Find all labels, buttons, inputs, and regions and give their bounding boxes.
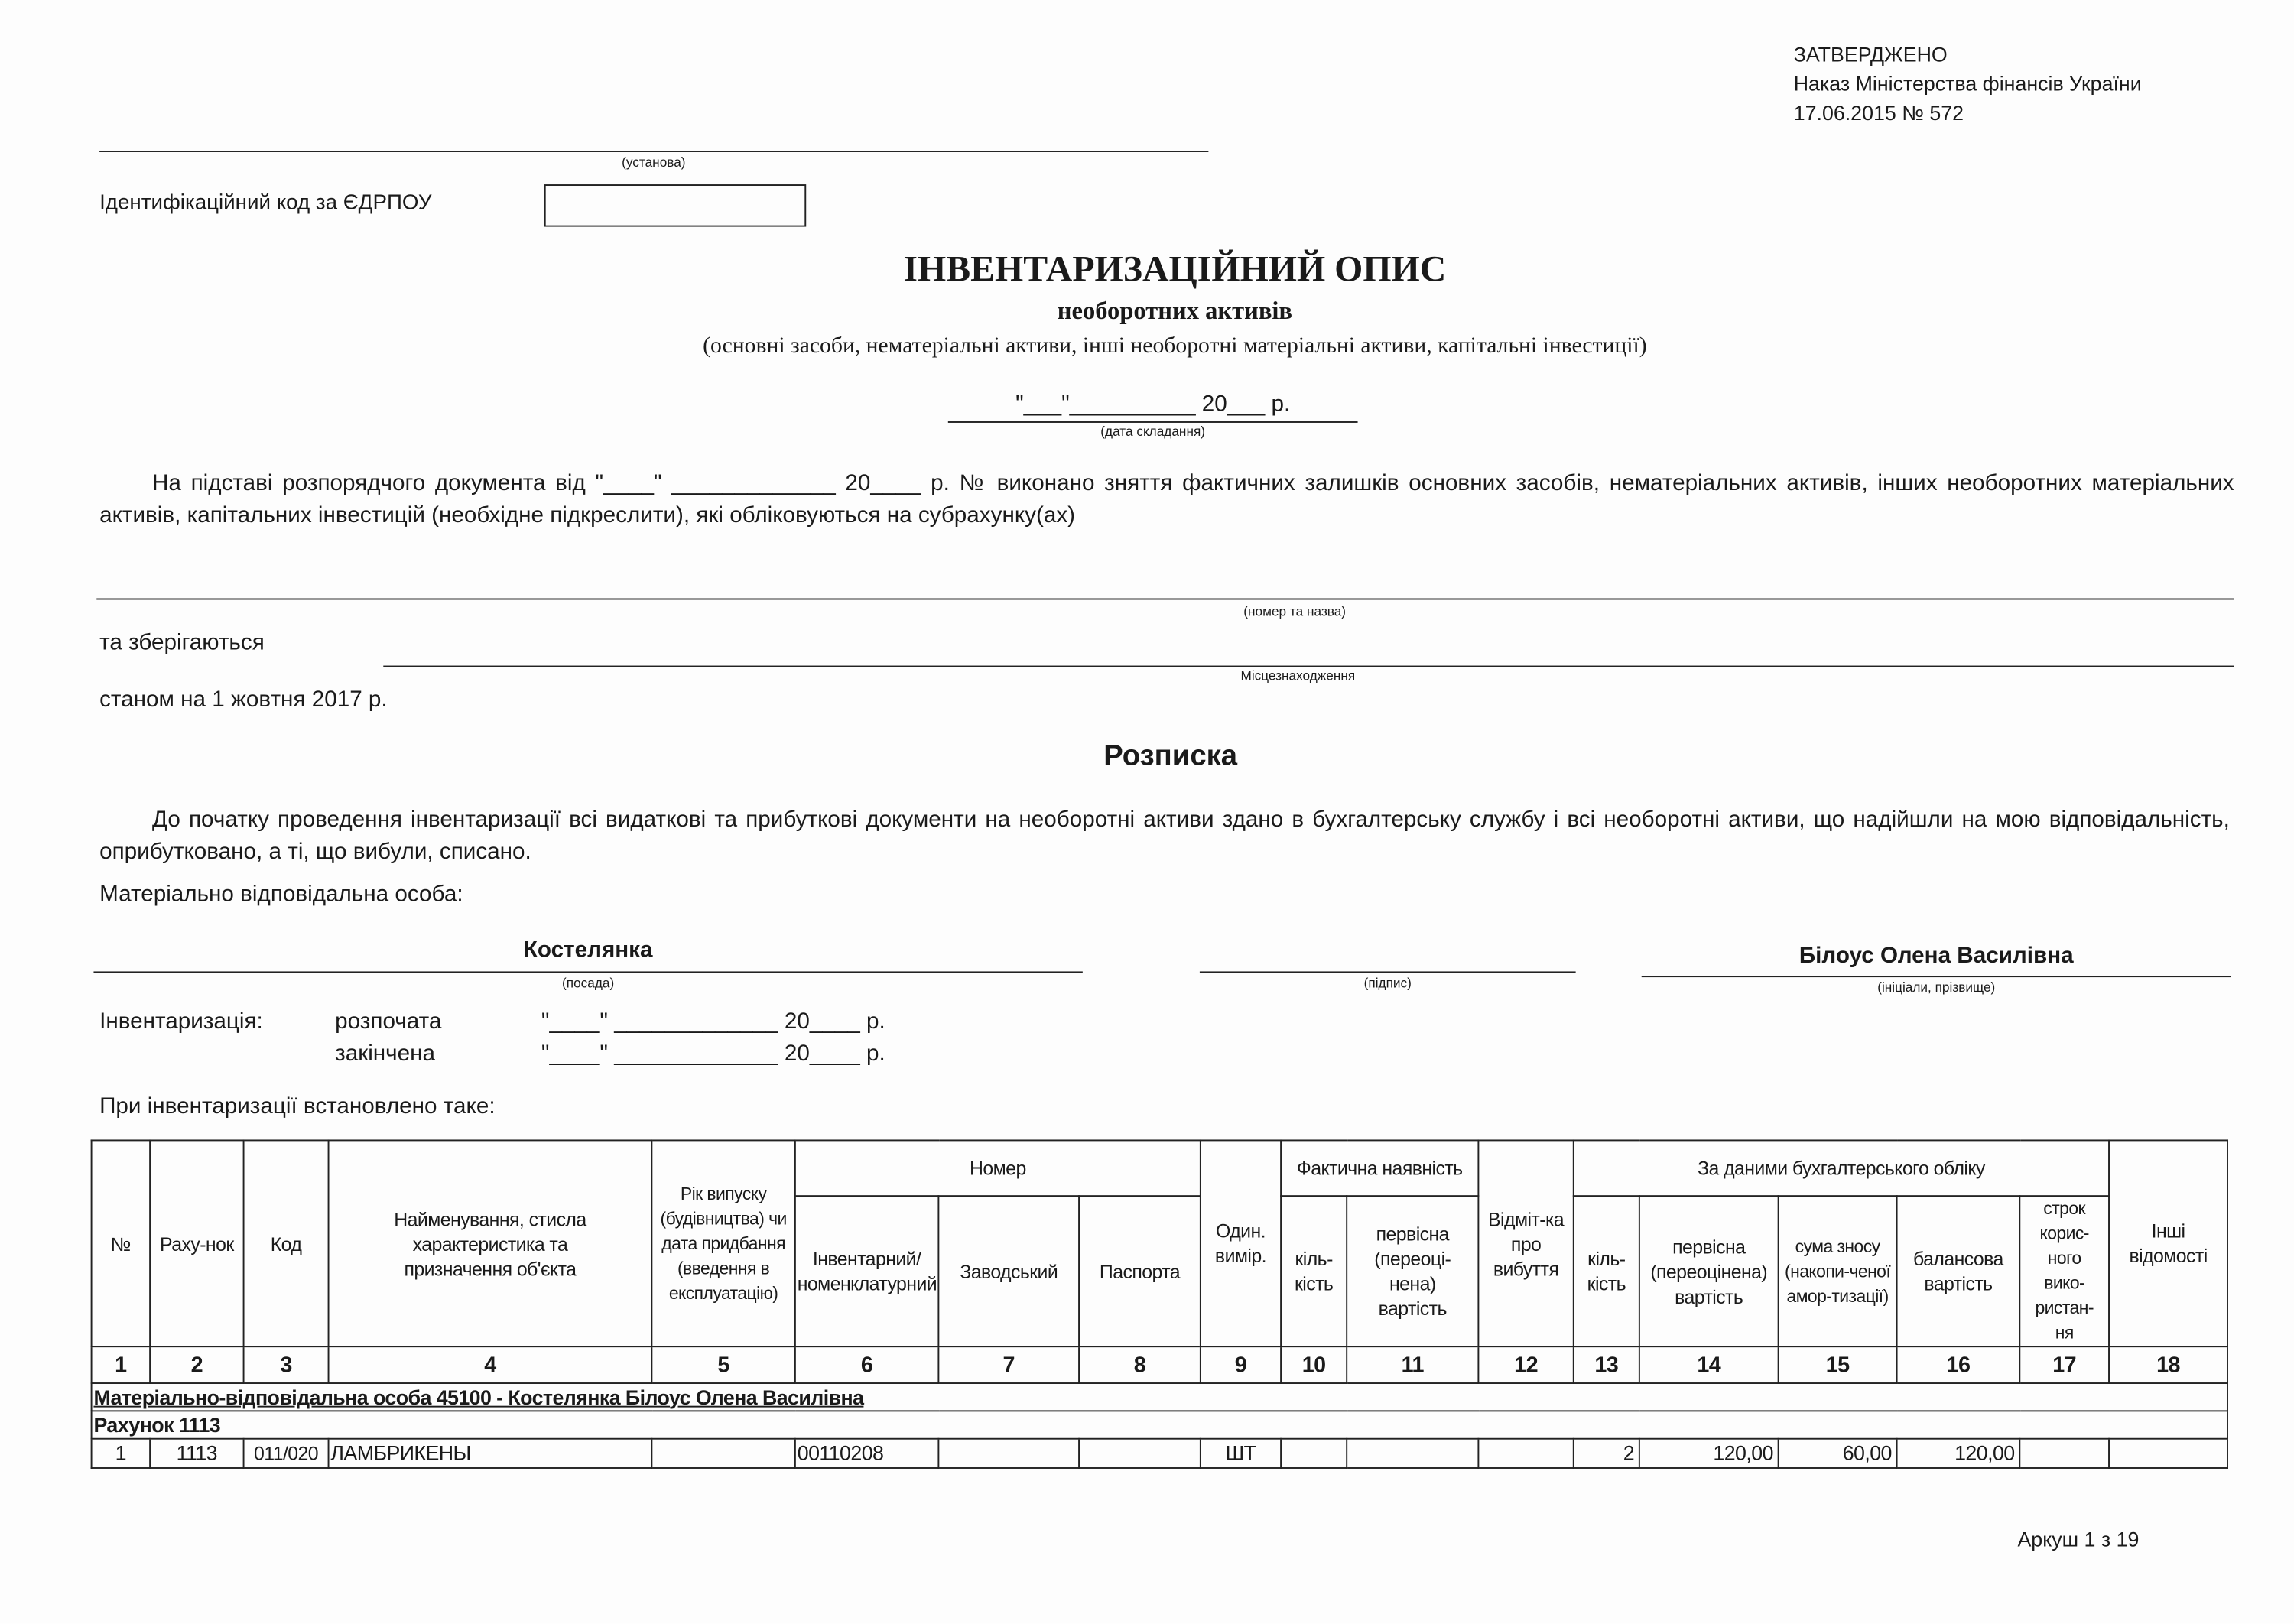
header-row-1 [92,1140,2227,1196]
cell-useful-life [2019,1439,2109,1468]
basis-paragraph: На підставі розпорядчого документа від "____" _____________ 20____ р. № виконано зняття фактичних залишків основних засобів, нематеріальних активів, інших необоротних матеріальних активів, капітальних інвестицій (необхідне підкреслити), які обліковуються на субрахунку(ах) [99,471,2234,528]
col-number: 13 [1574,1346,1639,1383]
th-code: Код [244,1140,329,1346]
col-number: 8 [1079,1346,1201,1383]
cell-depreciation: 60,00 [1779,1439,1897,1468]
institution-caption: (установа) [622,154,686,170]
mvo-group-label: Матеріально-відповідальна особа 45100 - Костелянка Білоус Олена Василівна [93,1384,864,1408]
cell-book-qty: 2 [1574,1439,1639,1468]
institution-line [99,151,1208,152]
mvo-label: Матеріально відповідальна особа: [99,882,463,908]
col-number: 10 [1281,1346,1347,1383]
name-line [1642,976,2231,977]
cell-year [651,1439,795,1468]
account-line [96,599,2234,600]
col-number: 12 [1478,1346,1573,1383]
col-number: 6 [795,1346,939,1383]
inventory-started-date: "____" _____________ 20____ р. [541,1009,885,1034]
col-number: 15 [1779,1346,1897,1383]
th-unit: Один. вимір. [1201,1140,1281,1346]
compile-date-caption: (дата складання) [1100,424,1206,439]
col-number: 3 [244,1346,329,1383]
th-name: Найменування, стисла характеристика та призначення об'єкта [329,1140,652,1346]
as-of-date: станом на 1 жовтня 2017 р. [99,687,388,713]
signature-caption: (підпис) [1363,976,1412,991]
th-factory-number: Заводський [938,1196,1079,1346]
position-value: Костелянка [523,937,653,963]
responsible-name: Білоус Олена Василівна [1798,944,2074,969]
receipt-title: Розписка [1103,740,1238,773]
th-accounting-group: За даними бухгалтерського обліку [1574,1140,2109,1196]
inventory-table [91,1139,2228,1468]
position-line [93,971,1082,973]
cell-actual-qty [1281,1439,1347,1468]
edrpou-label: Ідентифікаційний код за ЄДРПОУ [99,191,432,216]
cell-no: 1 [92,1439,151,1468]
location-caption: Місцезнаходження [1240,668,1356,684]
approval-date: 17.06.2015 № 572 [1793,101,1964,125]
column-numbers-row [92,1346,2227,1383]
th-account: Раху-нок [150,1140,243,1346]
th-actual-cost: первісна (переоці-нена) вартість [1347,1196,1478,1346]
account-caption: (номер та назва) [1243,604,1347,619]
th-year: Рік випуску (будівництва) чи дата придбання (введення в експлуатацію) [651,1140,795,1346]
position-caption: (посада) [562,976,615,991]
approval-block [1794,40,2142,128]
cell-inventory-number: 00110208 [795,1439,939,1468]
cell-balance-value: 120,00 [1897,1439,2020,1468]
document-title: ІНВЕНТАРИЗАЦІЙНИЙ ОПИС [903,250,1447,290]
sheet-number: Аркуш 1 з 19 [2017,1527,2140,1551]
established-label: При інвентаризації встановлено таке: [99,1094,496,1119]
col-number: 17 [2019,1346,2109,1383]
cell-actual-cost [1347,1439,1478,1468]
cell-unit: ШТ [1201,1439,1281,1468]
th-actual-group: Фактична наявність [1281,1140,1478,1196]
inventory-label: Інвентаризація: [99,1009,263,1034]
col-number: 5 [651,1346,795,1383]
th-no: № [92,1140,151,1346]
account-group-row [92,1411,2227,1438]
compile-date-line [948,421,1358,423]
th-number-group: Номер [795,1140,1201,1196]
th-useful-life: строк корис-ного вико-ристан-ня [2019,1196,2109,1346]
compile-date: "___"__________ 20___ р. [1015,391,1291,417]
th-book-cost: первісна (переоцінена) вартість [1639,1196,1779,1346]
location-line [383,666,2234,667]
th-book-qty: кіль-кість [1574,1196,1639,1346]
table-row [92,1439,2227,1468]
col-number: 16 [1897,1346,2020,1383]
col-number: 14 [1639,1346,1779,1383]
th-actual-qty: кіль-кість [1281,1196,1347,1346]
th-balance-value: балансова вартість [1897,1196,2020,1346]
stored-label: та зберігаються [99,630,265,656]
cell-factory-number [938,1439,1079,1468]
document-scope: (основні засоби, нематеріальні активи, інші необоротні матеріальні активи, капітальні інвестиції) [703,333,1647,359]
receipt-paragraph: До початку проведення інвентаризації всі видаткові та прибуткові документи на необоротні активи здано в бухгалтерську службу і всі необоротні активи, що надійшли на мою відповідальність, оприбутковано, а ті, що вибули, списано. [99,807,2230,865]
mvo-group-row [92,1383,2227,1411]
th-other: Інші відомості [2109,1140,2227,1346]
col-number: 2 [150,1346,243,1383]
account-group-label: Рахунок 1113 [92,1411,2227,1438]
signature-line [1200,971,1576,973]
approval-title: ЗАТВЕРДЖЕНО [1793,42,1948,67]
edrpou-input-box[interactable] [544,184,806,226]
col-number: 18 [2109,1346,2227,1383]
cell-name: ЛАМБРИКЕНЫ [329,1439,652,1468]
document-subtitle: необоротних активів [1057,297,1292,325]
col-number: 4 [329,1346,652,1383]
col-number: 1 [92,1346,151,1383]
cell-account: 1113 [150,1439,243,1468]
col-number: 7 [938,1346,1079,1383]
th-disposal-mark: Відміт-ка про вибуття [1478,1140,1573,1346]
inventory-started-label: розпочата [335,1009,442,1034]
col-number: 11 [1347,1346,1478,1383]
approval-order: Наказ Міністерства фінансів України [1793,71,2142,96]
cell-code: 011/020 [244,1439,329,1468]
inventory-finished-date: "____" _____________ 20____ р. [541,1041,885,1067]
cell-other [2109,1439,2227,1468]
th-passport-number: Паспорта [1079,1196,1201,1346]
cell-passport-number [1079,1439,1201,1468]
cell-disposal-mark [1478,1439,1573,1468]
col-number: 9 [1201,1346,1281,1383]
th-inventory-number: Інвентарний/ номенклатурний [795,1196,939,1346]
th-depreciation: сума зносу (накопи-ченої амор-тизації) [1779,1196,1897,1346]
name-caption: (ініціали, прізвище) [1877,979,1996,996]
cell-book-cost: 120,00 [1639,1439,1779,1468]
inventory-finished-label: закінчена [335,1041,435,1067]
